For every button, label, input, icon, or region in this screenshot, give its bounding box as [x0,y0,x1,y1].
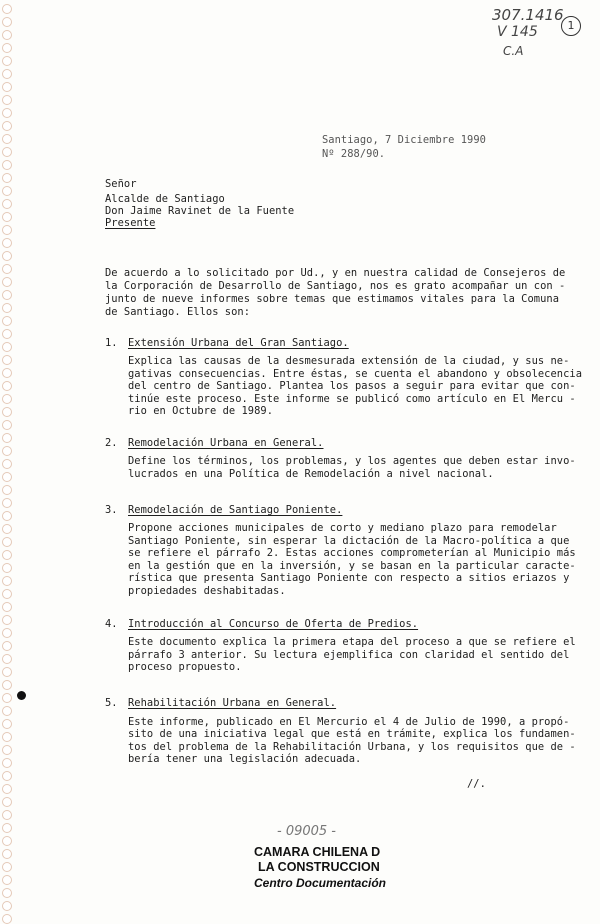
item-number: 5. [105,697,118,709]
perforation-hole [2,485,12,495]
perforation-hole [2,849,12,859]
perforation-hole [2,602,12,612]
item-body-line: Define los términos, los problemas, y los agentes que deben estar invo- [128,455,576,467]
perforation-hole [2,875,12,885]
perforation-hole [2,251,12,261]
item-body-line: Santiago Poniente, sin esperar la dictación de la Macro-política a que [128,535,570,547]
perforation-hole [2,69,12,79]
item-number: 1. [105,337,118,349]
item-body-line: Explica las causas de la desmesurada extensión de la ciudad, y sus ne- [128,355,570,367]
perforation-hole [2,615,12,625]
intro-line: junto de nueve informes sobre temas que estimamos vitales para la Comuna [105,293,560,305]
item-body-line: sito de una iniciativa legal que está en trámite, explica los fundamen- [128,728,576,740]
place-date: Santiago, 7 Diciembre 1990 [322,134,486,146]
item-body-line: párrafo 3 anterior. Su lectura ejemplifica con claridad el sentido del [128,649,570,661]
salutation: Señor [105,178,137,190]
perforation-hole [2,628,12,638]
recipient-title: Alcalde de Santiago [105,193,225,205]
item-title: Introducción al Concurso de Oferta de Predios. [128,618,419,630]
item-body-line: Este documento explica la primera etapa del proceso a que se refiere el [128,636,576,648]
perforation-hole [2,30,12,40]
item-body-line: bería tener una legislación adecuada. [128,753,362,765]
perforation-hole [2,706,12,716]
perforation-hole [2,56,12,66]
item-body-line: del centro de Santiago. Plantea los pasos a seguir para evitar que con- [128,380,576,392]
perforation-hole [2,355,12,365]
item-body-line: se refiere el párrafo 2. Estas acciones comprometerían al Municipio más [128,547,576,559]
item-title: Remodelación Urbana en General. [128,437,324,449]
archive-reference-number: - 09005 - [277,824,337,839]
item-body-line: Este informe, publicado en El Mercurio el 4 de Julio de 1990, a propó- [128,716,570,728]
item-body-line: rio en Octubre de 1989. [128,405,274,417]
perforation-hole [2,888,12,898]
intro-line: la Corporación de Desarrollo de Santiago, nos es grato acompañar un con - [105,280,566,292]
stamp-line: CAMARA CHILENA D [254,845,381,859]
perforation-hole [2,368,12,378]
presente-label: Presente [105,217,156,229]
perforation-hole [2,82,12,92]
perforation-hole [2,862,12,872]
perforation-hole [2,394,12,404]
perforation-hole [2,667,12,677]
perforation-hole [2,238,12,248]
perforation-hole [2,95,12,105]
perforation-hole [2,719,12,729]
perforation-hole [2,745,12,755]
perforation-hole [2,212,12,222]
perforation-holes [0,0,14,924]
letter-number: Nº 288/90. [322,148,386,160]
perforation-hole [2,225,12,235]
perforation-hole [2,654,12,664]
perforation-hole [2,797,12,807]
perforation-hole [2,498,12,508]
perforation-hole [2,433,12,443]
perforation-hole [2,823,12,833]
item-number: 3. [105,504,118,516]
perforation-hole [2,4,12,14]
perforation-hole [2,173,12,183]
circled-page-number: 1 [561,16,581,36]
item-body-line: tinúe este proceso. Este informe se publicó como artículo en El Mercu - [128,393,576,405]
stamp-line: LA CONSTRUCCION [258,860,380,874]
perforation-hole [2,550,12,560]
perforation-hole [2,459,12,469]
stamp-line: Centro Documentación [254,876,387,890]
perforation-hole [2,303,12,313]
perforation-hole [2,563,12,573]
perforation-hole [2,420,12,430]
perforation-hole [2,316,12,326]
perforation-hole [2,836,12,846]
item-body-line: propiedades deshabitadas. [128,585,286,597]
item-body-line: rística que presenta Santiago Poniente con respecto a sitios eriazos y [128,572,570,584]
perforation-hole [2,576,12,586]
item-body-line: proceso propuesto. [128,661,242,673]
perforation-hole [2,329,12,339]
item-body-line: Propone acciones municipales de corto y mediano plazo para remodelar [128,522,557,534]
item-title: Extensión Urbana del Gran Santiago. [128,337,349,349]
item-body-line: en la gestión que en la inversión, y se basan en la particular caracte- [128,560,576,572]
perforation-hole [2,537,12,547]
perforation-hole [2,784,12,794]
continuation-mark: //. [467,778,486,790]
item-body-line: gativas consecuencias. Entre éstas, se cuenta el abandono y obsolecencia [128,368,583,380]
perforation-hole [2,472,12,482]
perforation-hole [2,277,12,287]
perforation-hole [2,17,12,27]
perforation-hole [2,381,12,391]
perforation-hole [2,641,12,651]
intro-line: De acuerdo a lo solicitado por Ud., y en nuestra calidad de Consejeros de [105,267,566,279]
perforation-hole [2,134,12,144]
perforation-hole [2,43,12,53]
perforation-hole [2,810,12,820]
perforation-hole [2,160,12,170]
perforation-hole [2,732,12,742]
item-title: Rehabilitación Urbana en General. [128,697,337,709]
item-number: 2. [105,437,118,449]
perforation-hole [2,693,12,703]
intro-line: de Santiago. Ellos son: [105,306,251,318]
archive-annotation-line1: 307.1416 [492,6,564,24]
item-body-line: tos del problema de la Rehabilitación Urbana, y los requisitos que de - [128,741,576,753]
perforation-hole [2,589,12,599]
perforation-hole [2,758,12,768]
perforation-hole [2,121,12,131]
perforation-hole [2,342,12,352]
perforation-hole [2,511,12,521]
perforation-hole [2,901,12,911]
perforation-hole [2,407,12,417]
perforation-hole [2,524,12,534]
punch-dot [17,691,26,700]
item-number: 4. [105,618,118,630]
perforation-hole [2,264,12,274]
perforation-hole [2,147,12,157]
item-body-line: lucrados en una Política de Remodelación a nivel nacional. [128,468,494,480]
item-title: Remodelación de Santiago Poniente. [128,504,343,516]
perforation-hole [2,199,12,209]
perforation-hole [2,771,12,781]
perforation-hole [2,290,12,300]
recipient-name: Don Jaime Ravinet de la Fuente [105,205,295,217]
perforation-hole [2,680,12,690]
archive-annotation-line3: C.A [503,44,524,58]
archive-annotation-line2: V 145 [497,24,538,40]
perforation-hole [2,914,12,924]
perforation-hole [2,108,12,118]
perforation-hole [2,186,12,196]
perforation-hole [2,446,12,456]
